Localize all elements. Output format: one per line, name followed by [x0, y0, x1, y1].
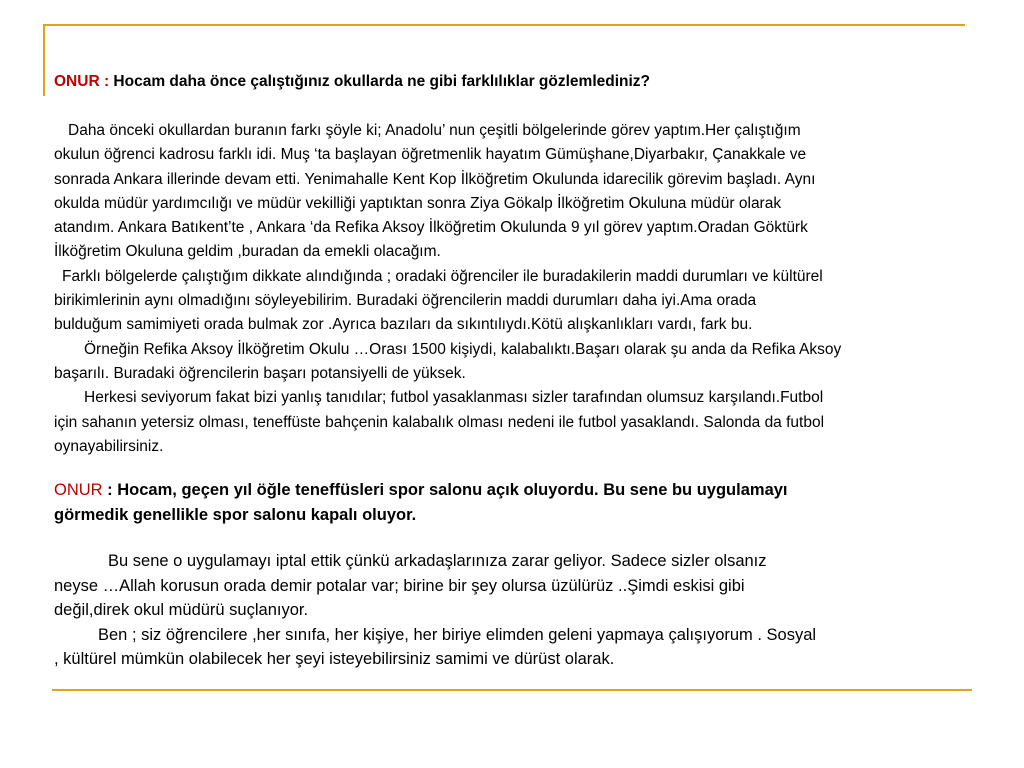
answer-line: birikimlerinin aynı olmadığını söyleyebilirim. Buradaki öğrencilerin maddi durumları daha iyi.Ama orada	[54, 292, 757, 310]
answer-line: Daha önceki okullardan buranın farkı şöyle ki; Anadolu’ nun çeşitli bölgelerinde görev yaptım.Her çalıştığım	[68, 122, 801, 139]
answer-line: Örneğin Refika Aksoy İlköğretim Okulu …Orası 1500 kişiydi, kalabalıktı.Başarı olarak şu anda da Refika Aksoy	[84, 340, 842, 358]
question-1	[54, 73, 650, 91]
answer-line: okulda müdür yardımcılığı ve müdür vekilliği yaptıktan sonra Ziya Gökalp İlköğretim Okuluna müdür olarak	[54, 194, 782, 212]
speaker-label: ONUR :	[54, 73, 110, 90]
answer-line: Farklı bölgelerde çalıştığım dikkate alındığında ; oradaki öğrenciler ile buradakilerin maddi durumları ve kültürel	[62, 267, 823, 285]
answer-1	[54, 119, 974, 459]
answer-line: bulduğum samimiyeti orada bulmak zor .Ayrıca bazıları da sıkıntılıydı.Kötü alışkanlıkları vardı, fark bu.	[54, 316, 753, 334]
answer-2	[54, 549, 984, 672]
question-2-text: görmedik genellikle spor salonu kapalı oluyor.	[54, 506, 417, 524]
answer-line: okulun öğrenci kadrosu farklı idi. Muş ‘ta başlayan öğretmenlik hayatım Gümüşhane,Diyarbakır, Çanakkale ve	[54, 146, 807, 164]
answer-line: değil,direk okul müdürü suçlanıyor.	[54, 601, 309, 619]
answer-line: Herkesi seviyorum fakat bizi yanlış tanıdılar; futbol yasaklanması sizler tarafından olumsuz karşılandı.Futbol	[84, 389, 824, 407]
speaker-label: ONUR	[54, 481, 103, 499]
answer-line: atandım. Ankara Batıkent’te , Ankara ‘da Refika Aksoy İlköğretim Okulunda 9 yıl görev yaptım.Oradan Göktürk	[54, 219, 808, 237]
answer-line: Bu sene o uygulamayı iptal ettik çünkü arkadaşlarınıza zarar geliyor. Sadece sizler olsanız	[108, 552, 767, 570]
question-1-text: Hocam daha önce çalıştığınız okullarda ne gibi farklılıklar gözlemlediniz?	[109, 73, 651, 90]
top-border-line	[43, 24, 965, 26]
left-border-line	[43, 24, 45, 96]
answer-line: başarılı. Buradaki öğrencilerin başarı potansiyelli de yüksek.	[54, 364, 466, 382]
answer-line: , kültürel mümkün olabilecek her şeyi isteyebilirsiniz samimi ve dürüst olarak.	[54, 650, 615, 668]
answer-line: neyse …Allah korusun orada demir potalar var; birine bir şey olursa üzülürüz ..Şimdi eskisi gibi	[54, 576, 745, 595]
question-2-text: : Hocam, geçen yıl öğle teneffüsleri spor salonu açık oluyordu. Bu sene bu uygulamayı	[102, 481, 788, 499]
answer-line: sonrada Ankara illerinde devam etti. Yenimahalle Kent Kop İlköğretim Okulunda idarecilik görevim başladı. Aynı	[54, 170, 816, 188]
bottom-border-line	[52, 689, 972, 691]
answer-line: için sahanın yetersiz olması, teneffüste bahçenin kalabalık olması nedeni ile futbol yasaklandı. Salonda da futbol	[54, 413, 825, 431]
answer-line: İlköğretim Okuluna geldim ,buradan da emekli olacağım.	[54, 243, 441, 261]
question-2	[54, 478, 974, 528]
answer-line: Ben ; siz öğrencilere ,her sınıfa, her kişiye, her biriye elimden geleni yapmaya çalışıyorum . Sosyal	[98, 625, 817, 644]
answer-line: oynayabilirsiniz.	[54, 437, 164, 455]
